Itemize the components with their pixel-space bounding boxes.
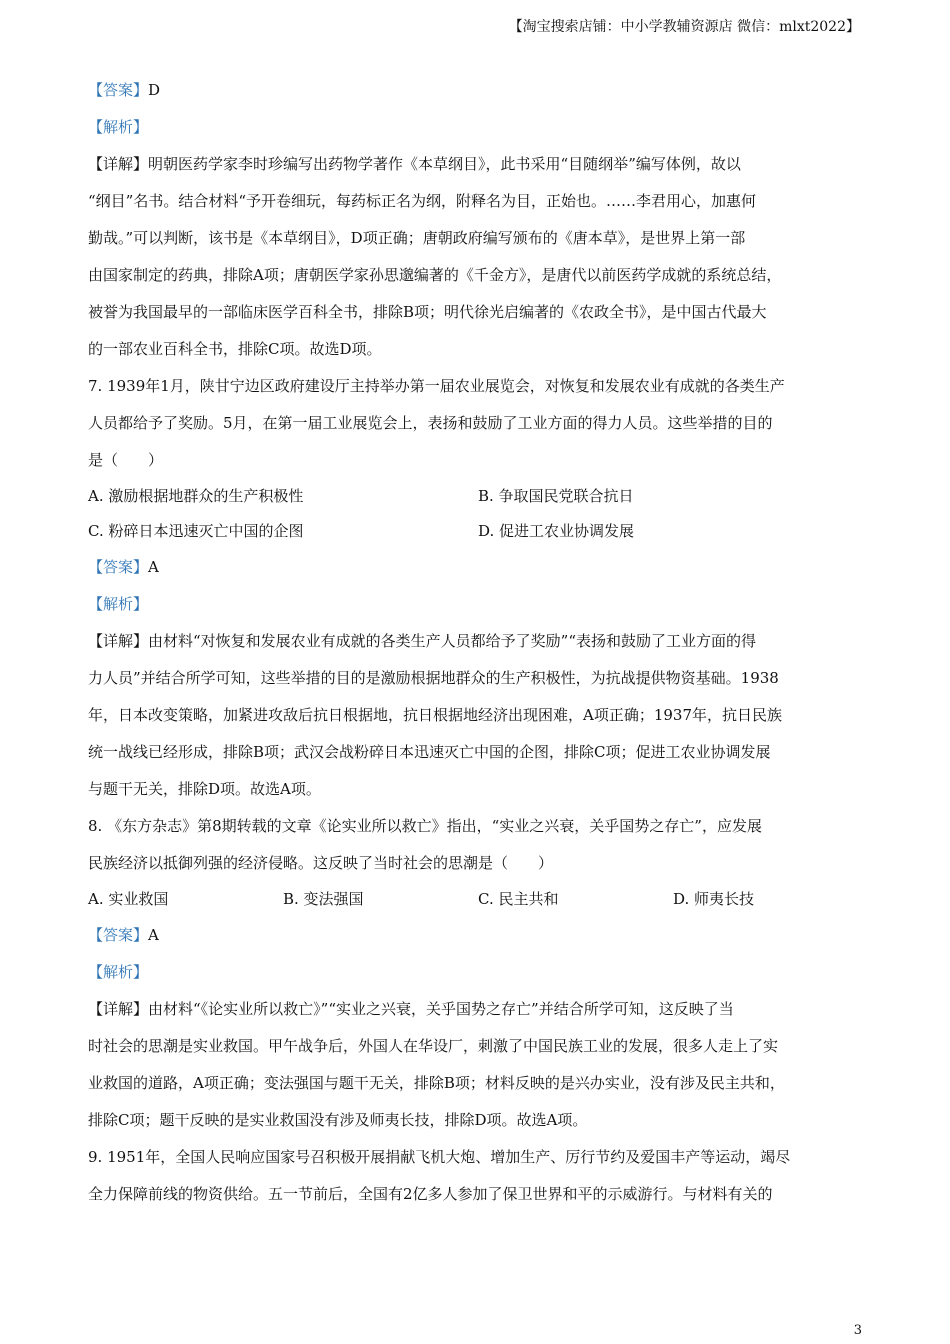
q8-detail-line: 排除C项；题干反映的是实业救国没有涉及师夷长技，排除D项。故选A项。 bbox=[88, 1111, 588, 1129]
q6-detail-line: 由国家制定的药典，排除A项；唐朝医学家孙思邈编著的《千金方》，是唐代以前医药学成就的系统总结， bbox=[88, 266, 782, 284]
q9-stem-line: 9. 1951年，全国人民响应国家号召积极开展捐献飞机大炮、增加生产、厉行节约及爱国丰产等运动，竭尽 bbox=[88, 1148, 791, 1166]
q7-stem-line: 是（ ） bbox=[88, 451, 164, 469]
q7-stem-line: 人员都给予了奖励。5月，在第一届工业展览会上，表扬和鼓励了工业方面的得力人员。这些举措的目的 bbox=[88, 414, 773, 432]
q7-answer bbox=[88, 549, 868, 586]
detail-label: 【详解】 bbox=[88, 155, 149, 173]
q6-answer bbox=[88, 72, 868, 109]
q8-option-a: A. 实业救国 bbox=[88, 890, 169, 908]
q8-detail-line: 业救国的道路，A项正确；变法强国与题干无关，排除B项；材料反映的是兴办实业，没有涉及民主共和， bbox=[88, 1074, 785, 1092]
q7-detail-line: 与题干无关，排除D项。故选A项。 bbox=[88, 780, 321, 798]
q7-detail-line: 统一战线已经形成，排除B项；武汉会战粉碎日本迅速灭亡中国的企图，排除C项；促进工农业协调发展 bbox=[88, 743, 771, 761]
page-header: 【淘宝搜索店铺：中小学教辅资源店 微信：mlxt2022】 bbox=[508, 19, 860, 35]
q6-detail-line: “纲目”名书。结合材料“予开卷细玩，每药标正名为纲，附释名为目，正始也。……李君用心，加惠何 bbox=[88, 192, 757, 210]
q8-analysis-label: 【解析】 bbox=[88, 963, 149, 981]
page-number: 3 bbox=[853, 1323, 862, 1338]
q8-answer bbox=[88, 917, 868, 954]
q7-options-row bbox=[88, 479, 868, 514]
q6-detail-line: 的一部农业百科全书，排除C项。故选D项。 bbox=[88, 340, 382, 358]
q8-option-c: C. 民主共和 bbox=[478, 890, 559, 908]
q8-detail-line: 时社会的思潮是实业救国。甲午战争后，外国人在华设厂，刺激了中国民族工业的发展，很多人走上了实 bbox=[88, 1037, 779, 1055]
q7-detail-text: 由材料“对恢复和发展农业有成就的各类生产人员都给予了奖励”“表扬和鼓励了工业方面的得 bbox=[148, 632, 757, 650]
q6-answer-value: D bbox=[148, 81, 161, 99]
q9-stem-line: 全力保障前线的物资供给。五一节前后，全国有2亿多人参加了保卫世界和平的示威游行。与材料有关的 bbox=[88, 1185, 773, 1203]
q7-detail-line bbox=[88, 623, 868, 660]
answer-label: 【答案】 bbox=[88, 81, 149, 99]
q7-options-row bbox=[88, 514, 868, 549]
q6-analysis-label: 【解析】 bbox=[88, 118, 149, 136]
q7-stem-line: 7. 1939年1月，陕甘宁边区政府建设厅主持举办第一届农业展览会，对恢复和发展农业有成就的各类生产 bbox=[88, 377, 785, 395]
q6-detail-line: 被誉为我国最早的一部临床医学百科全书，排除B项；明代徐光启编著的《农政全书》，是中国古代最大 bbox=[88, 303, 767, 321]
q8-detail-text: 由材料“《论实业所以救亡》”“实业之兴衰，关乎国势之存亡”并结合所学可知，这反映了当 bbox=[148, 1000, 734, 1018]
q8-option-d: D. 师夷长技 bbox=[673, 890, 755, 908]
q7-detail-line: 力人员”并结合所学可知，这些举措的目的是激励根据地群众的生产积极性，为抗战提供物资基础。1938 bbox=[88, 669, 779, 687]
q7-detail-line: 年，日本改变策略，加紧进攻敌后抗日根据地，抗日根据地经济出现困难，A项正确；1937年，抗日民族 bbox=[88, 706, 783, 724]
answer-label: 【答案】 bbox=[88, 926, 149, 944]
q8-option-b: B. 变法强国 bbox=[283, 890, 364, 908]
q8-detail-line bbox=[88, 991, 868, 1028]
q7-option-c: C. 粉碎日本迅速灭亡中国的企图 bbox=[88, 522, 304, 540]
detail-label: 【详解】 bbox=[88, 632, 149, 650]
q8-answer-value: A bbox=[148, 926, 159, 944]
q6-detail-line bbox=[88, 146, 868, 183]
answer-label: 【答案】 bbox=[88, 558, 149, 576]
q8-stem-line: 8. 《东方杂志》第8期转载的文章《论实业所以救亡》指出，“实业之兴衰，关乎国势之存亡”，应发展 bbox=[88, 817, 762, 835]
q7-option-b: B. 争取国民党联合抗日 bbox=[478, 487, 634, 505]
q7-answer-value: A bbox=[148, 558, 159, 576]
q7-option-d: D. 促进工农业协调发展 bbox=[478, 522, 635, 540]
q7-option-a: A. 激励根据地群众的生产积极性 bbox=[88, 487, 304, 505]
detail-label: 【详解】 bbox=[88, 1000, 149, 1018]
q8-stem-line: 民族经济以抵御列强的经济侵略。这反映了当时社会的思潮是（ ） bbox=[88, 854, 554, 872]
q7-analysis-label: 【解析】 bbox=[88, 595, 149, 613]
document-body bbox=[88, 72, 868, 1213]
q6-detail-line: 勤哉。”可以判断，该书是《本草纲目》，D项正确；唐朝政府编写颁布的《唐本草》，是世界上第一部 bbox=[88, 229, 746, 247]
q6-detail-text: 明朝医药学家李时珍编写出药物学著作《本草纲目》，此书采用“目随纲举”编写体例，故以 bbox=[148, 155, 741, 173]
q8-options-row bbox=[88, 882, 868, 917]
